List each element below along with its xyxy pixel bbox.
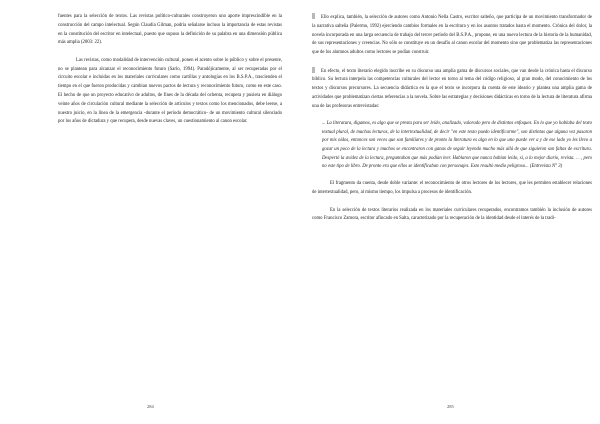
right-paragraph-3: El fragmento da cuenta, desde doble variante: el reconocimiento de otros lectores de los lectores, que les permiten establecer relaciones de intertextualidad, pero, al mismo tiempo, los impulsa a procesos de identificación.: [312, 181, 592, 196]
right-paragraph-2: [312, 67, 592, 112]
right-paragraph-4: En la selección de textos literarios realizada en los materiales curriculares recuperados, encontramos también la inclusión de autores como Francisco Zamora, escritor afincado en Salta, caracterizado por la recuperación de la identidad desde el interés de la tradi-: [312, 207, 592, 222]
interview-quote: ... La literatura, digamos, es algo que se presta para ser leído, analizado, valorado pero de distintos enfoques. En lo que yo hablaba del texto textual plural, de muchas lecturas, de la intertextualidad, de decir "en este texto puedo identificarme", son distintas que alguna vez pasaron por mis oídos, entonces son veces que son familiares y de pronto la literatura es algo en lo que uno puede ver a y de ese lado yo les llevo a gozar un poco de la lectura y muchos se encontraron con ganas de seguir leyendo mucho más allá de que siguieron son faltas de escritura. Despertó la avidez de la lectura, preguntaban que más podían leer. Hablaron que nunca habían leído, si, a lo mejor diario, revista. . . , pero no este tipo de libro. De pronto era que ellos se identificaban con personajes. Esto resultó medio peligroso... (Entrevista N° 3): [322, 121, 592, 170]
right-paragraph-1-text: Ello explica, también, la selección de autores como Antonio Nella Castro, escritor salteño, que participa de un movimiento transformador de la narrativa salteña (Palermo, 1992) ejerciendo cambios formales en la escritura y en los asuntos tratados hasta el momento. Crónica del dolor, la novela incorporada en una larga secuencia de trabajo del tercer período del B.S.P.A., propone, en una nueva lectura de la historia de la humanidad, de sus representaciones y creencias. No sólo se constituye en un desafío al canon escolar del momento sino que problematiza las representaciones que de los alumnos adultos como lectores se podían construir.: [312, 15, 592, 56]
left-paragraph-2: Las revistas, como modalidad de intervención cultural, ponen el acento sobre lo público y sobre el presente, no se plantean para alcanzar el reconocimiento futuro (Sarlo, 1994). Paradójicamente, al ser recuperadas por el circuito escolar e incluidas en los materiales curriculares como cartillas y antologías en los B.S.P.A., trascienden el tiempo en el que fueron producidas y cambian nuevos pactos de lectura y reconocimiento futuro, como en este caso. El hecho de que un proyecto educativo de adultos, de fines de la década del ochenta, recupera y pusiera en diálogo veinte años de circulación cultural mediante la selección de artículos y textos como los mencionados, debe leerse, a nuestro juicio, en la línea de la emergencia -durante el período democrático- de un movimiento cultural silenciado por los años de dictadura y que recupera, desde nuevas claves, un cuestionamiento al canon escolar.: [58, 57, 282, 125]
right-paragraph-1: [312, 13, 592, 58]
margin-mark-icon: [312, 13, 315, 19]
left-paragraph-1: fuentes para la selección de textos. Las revistas político-culturales construyeron uno aportе imprescindible en la construcción del campo intelectual. Según Claudia Gilman, podría señalarse incluso la importancia de estas revistas en la constitución del escritor en intelectual, puesto que supuso la definición de su palabra en una dimensión pública más amplia (2003: 22).: [58, 14, 282, 46]
left-page-text: [58, 13, 282, 136]
right-paragraph-2-text: En efecto, el texto literario elegido inscribe en su discurso una amplia gama de discursos sociales, que van desde la crónica hasta el discurso bíblico. Su lectura interpela las competencias culturales del lector en torno al tema del código religioso, al gran modo, del conocimiento de los textos y discursos precursores. La secuencia didáctica en la que el texto se incorpora da cuenta de este ideario y plantea una amplia gama de actividades que problematizan ciertas referencias a la novela. Sobre las estrategias y decisiones didácticas en torno de la lectura de literatura afirma una de las profesoras entrevistadas:: [312, 68, 592, 109]
left-page-number: 284: [147, 404, 154, 409]
right-page-number: 285: [447, 404, 454, 409]
right-page: [300, 0, 600, 424]
margin-mark-icon: [312, 67, 315, 73]
right-page-text: [312, 13, 592, 233]
